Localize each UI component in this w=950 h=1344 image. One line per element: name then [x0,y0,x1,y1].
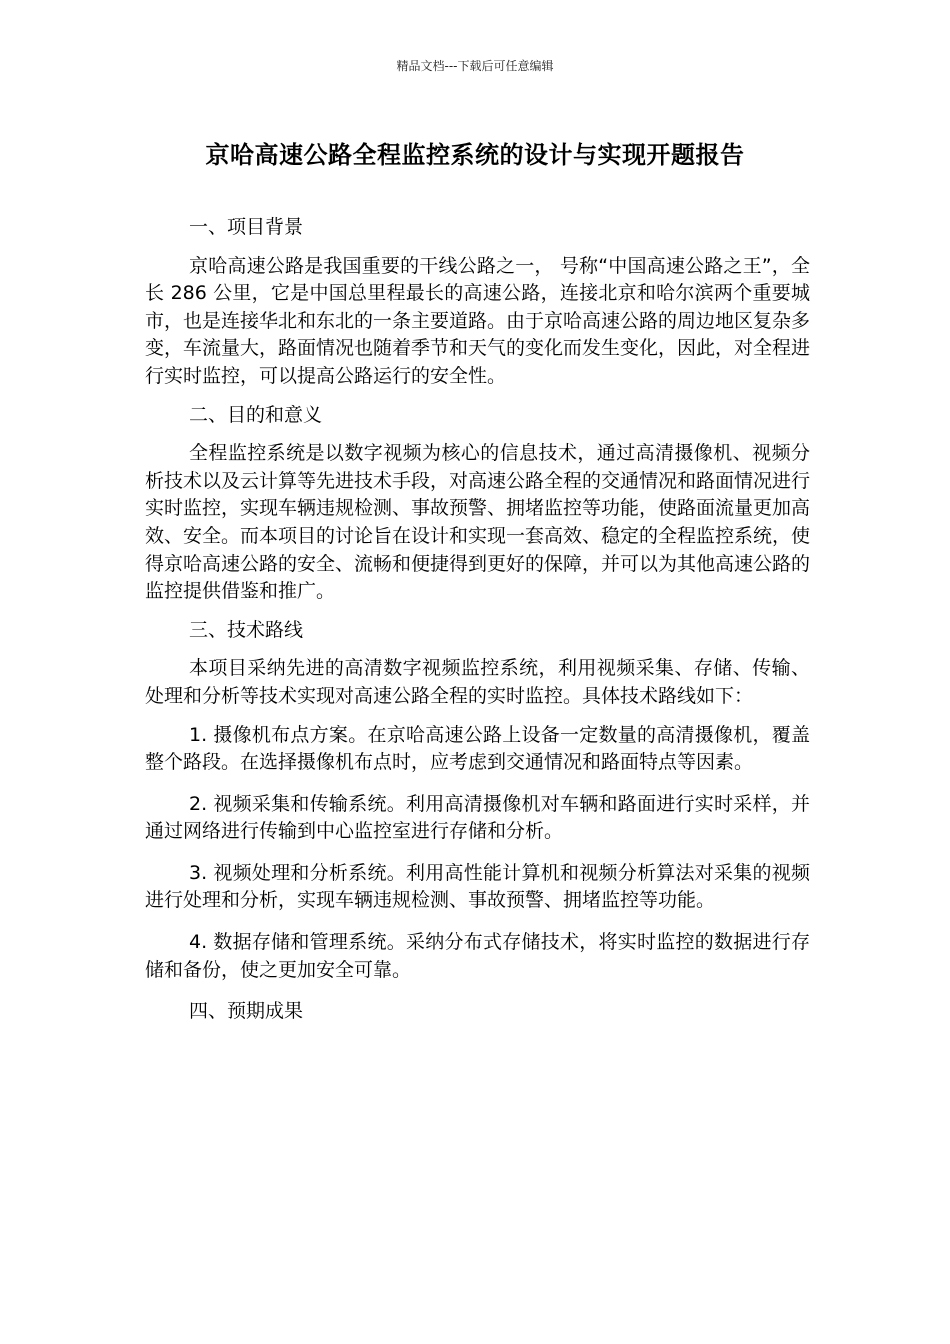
section-heading-technical-route: 三、技术路线 [189,618,304,641]
list-item: 4. 数据存储和管理系统。采纳分布式存储技术，将实时监控的数据进行存储和备份，使之更加安全可靠。 [145,931,810,981]
section-heading-expected-results: 四、预期成果 [189,1000,304,1023]
section-heading-background: 一、项目背景 [189,216,304,238]
document-body [145,214,810,1037]
list-item: 2. 视频采集和传输系统。利用高清摄像机对车辆和路面进行实时采样，并通过网络进行传输到中心监控室进行存储和分析。 [145,792,810,843]
paragraph-purpose: 全程监控系统是以数字视频为核心的信息技术，通过高清摄像机、视频分析技术以及云计算等先进技术手段，对高速公路全程的交通情况和路面情况进行实时监控，实现车辆违规检测、事故预警、拥堵监控等功能，使路面流量更加高效、安全。而本项目的讨论旨在设计和实现一套高效、稳定的全程监控系统，使得京哈高速公路的安全、流畅和便捷得到更好的保障，并可以为其他高速公路的监控提供借鉴和推广。 [145,442,811,603]
list-item: 3. 视频处理和分析系统。利用高性能计算机和视频分析算法对采集的视频进行处理和分析，实现车辆违规检测、事故预警、拥堵监控等功能。 [145,861,810,912]
page-title: 京哈高速公路全程监控系统的设计与实现开题报告 [205,141,745,169]
header-note: 精品文档---下载后可任意编辑 [396,59,554,73]
paragraph-background: 京哈高速公路是我国重要的干线公路之一， 号称“中国高速公路之王”，全长 286 公里，它是中国总里程最长的高速公路，连接北京和哈尔滨两个重要城市，也是连接华北和东北的一条主要道路。由于京哈高速公路的周边地区复杂多变，车流量大，路面情况也随着季节和天气的变化而发生变化，因此，对全程进行实时监控，可以提高公路运行的安全性。 [145,254,811,387]
paragraph-technical-route: 本项目采纳先进的高清数字视频监控系统，利用视频采集、存储、传输、处理和分析等技术实现对高速公路全程的实时监控。具体技术路线如下： [145,657,810,707]
section-heading-purpose: 二、目的和意义 [189,403,323,426]
list-item: 1. 摄像机布点方案。在京哈高速公路上设备一定数量的高清摄像机，覆盖整个路段。在选择摄像机布点时，应考虑到交通情况和路面特点等因素。 [145,723,810,774]
